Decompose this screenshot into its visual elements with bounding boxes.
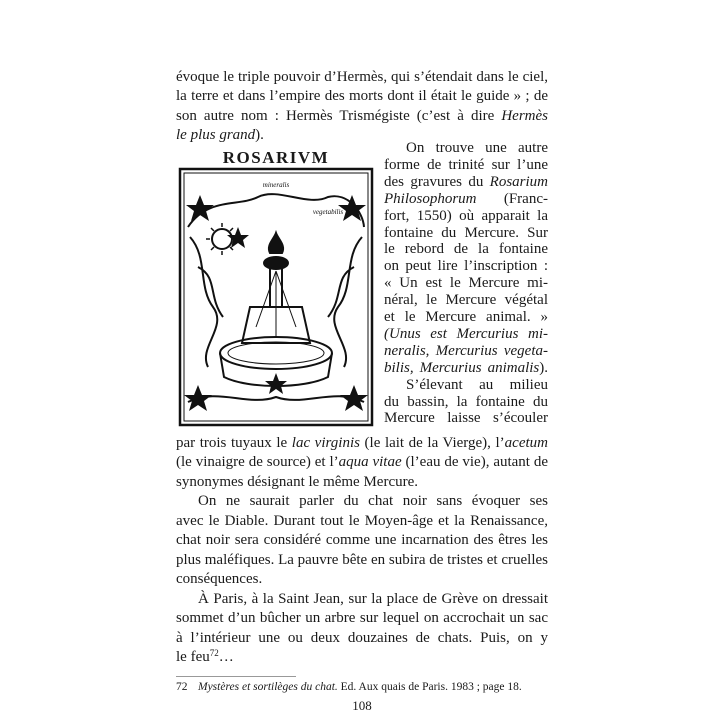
text-line bbox=[176, 453, 548, 472]
text-segment: la terre et dans l’empire des morts dont il était le guide » ; de bbox=[176, 88, 548, 105]
rosarium-fountain-woodcut bbox=[178, 167, 374, 427]
text-segment: synonymes désignant le même Mercure. bbox=[176, 473, 419, 490]
text-line bbox=[384, 409, 548, 428]
text-line bbox=[176, 492, 548, 511]
italic-text: Rosarium bbox=[489, 173, 548, 190]
text-line bbox=[176, 512, 548, 531]
text-line bbox=[176, 590, 548, 609]
text-line bbox=[176, 68, 548, 87]
text-line bbox=[176, 629, 548, 648]
text-segment: le feu bbox=[176, 648, 210, 665]
text-segment: forme de trinité sur l’une bbox=[384, 156, 548, 173]
text-line bbox=[176, 87, 548, 106]
text-segment: du bassin, la fontaine du bbox=[384, 393, 548, 410]
text-segment: fort, 1550) où apparait la bbox=[384, 207, 548, 224]
text-segment: son autre nom : Hermès Trismégiste (c’est à dire bbox=[176, 107, 502, 124]
text-segment: ). bbox=[539, 359, 548, 376]
text-line bbox=[176, 609, 548, 628]
text-segment: À Paris, à la Saint Jean, sur la place de Grève on dressait bbox=[198, 590, 548, 607]
text-line bbox=[176, 473, 548, 492]
text-segment: par trois tuyaux le bbox=[176, 435, 292, 451]
text-segment: des gravures du bbox=[384, 173, 490, 190]
text-segment: Mercure laisse s’écouler bbox=[384, 410, 548, 427]
footnote-title: Mystères et sortilèges du chat. bbox=[198, 681, 338, 693]
italic-text: aqua vitae bbox=[338, 454, 402, 471]
italic-text: lac virginis bbox=[291, 435, 360, 451]
footnote bbox=[176, 680, 522, 695]
text-segment: plus maléfiques. La pauvre bête en subira de tristes et cruelles bbox=[176, 551, 548, 568]
text-line bbox=[176, 107, 548, 126]
italic-text: (Unus est Mercurius mi- bbox=[384, 325, 548, 342]
text-segment: le rebord de la fontaine bbox=[384, 241, 548, 258]
text-segment: chat noir sera considéré comme une incarnation des êtres les bbox=[176, 532, 548, 549]
text-segment: sommet d’un bûcher un arbre sur lequel on accrochait un sac bbox=[176, 610, 548, 627]
text-line bbox=[176, 531, 548, 550]
text-segment: (l’eau de vie), autant de bbox=[401, 454, 548, 471]
footnote-divider bbox=[176, 676, 296, 677]
text-line bbox=[176, 648, 548, 667]
figure-title: ROSARIVM bbox=[222, 148, 330, 167]
text-segment: ). bbox=[255, 127, 264, 144]
moon-icon bbox=[312, 229, 324, 253]
text-segment: (le lait de la Vierge), l’ bbox=[359, 435, 505, 451]
italic-text: Hermès bbox=[501, 107, 548, 124]
page-number: 108 bbox=[352, 698, 372, 713]
text-segment: à l’intérieur une ou deux douzaines de chats. Puis, on y bbox=[176, 629, 548, 646]
footnote-number: 72 bbox=[176, 681, 188, 693]
text-segment: néral, le Mercure végétal bbox=[384, 292, 548, 309]
text-segment: « Un est le Mercure mi- bbox=[384, 275, 548, 292]
text-segment: on peut lire l’inscription : bbox=[384, 258, 548, 275]
footnote-details: Ed. Aux quais de Paris. 1983 ; page 18. bbox=[337, 681, 522, 693]
italic-text: bilis, Mercurius animalis bbox=[384, 359, 540, 376]
text-segment: On trouve une autre bbox=[406, 140, 548, 156]
italic-text: le plus grand bbox=[176, 127, 256, 144]
text-segment: évoque le triple pouvoir d’Hermès, qui s’étendait dans le ciel, bbox=[176, 69, 548, 85]
text-line bbox=[176, 434, 548, 453]
text-segment: (le vinaigre de source) et l’ bbox=[176, 454, 339, 471]
text-segment: et le Mercure animal. » bbox=[384, 309, 548, 325]
text-segment: avec le Diable. Durant tout le Moyen-âge et la Renaissance, bbox=[176, 512, 548, 529]
italic-text: neralis, Mercurius vegeta- bbox=[384, 342, 548, 359]
text-segment: fontaine du Mercure. Sur bbox=[384, 224, 548, 241]
text-line bbox=[176, 551, 548, 570]
figure-label-mineralis: mineralis bbox=[262, 181, 290, 189]
footnote-reference[interactable]: 72 bbox=[209, 647, 219, 658]
text-segment: On ne saurait parler du chat noir sans évoquer ses bbox=[198, 493, 548, 510]
text-segment: (Franc- bbox=[476, 190, 548, 207]
text-line bbox=[176, 570, 548, 589]
text-segment: S’élevant au milieu bbox=[406, 376, 548, 393]
italic-text: Philosophorum bbox=[384, 190, 477, 207]
text-segment: conséquences. bbox=[176, 571, 263, 588]
italic-text: acetum bbox=[504, 435, 548, 451]
text-segment: … bbox=[218, 648, 234, 665]
fountain bbox=[220, 233, 332, 386]
figure-label-vegetabilis: vegetabilis bbox=[312, 208, 344, 216]
